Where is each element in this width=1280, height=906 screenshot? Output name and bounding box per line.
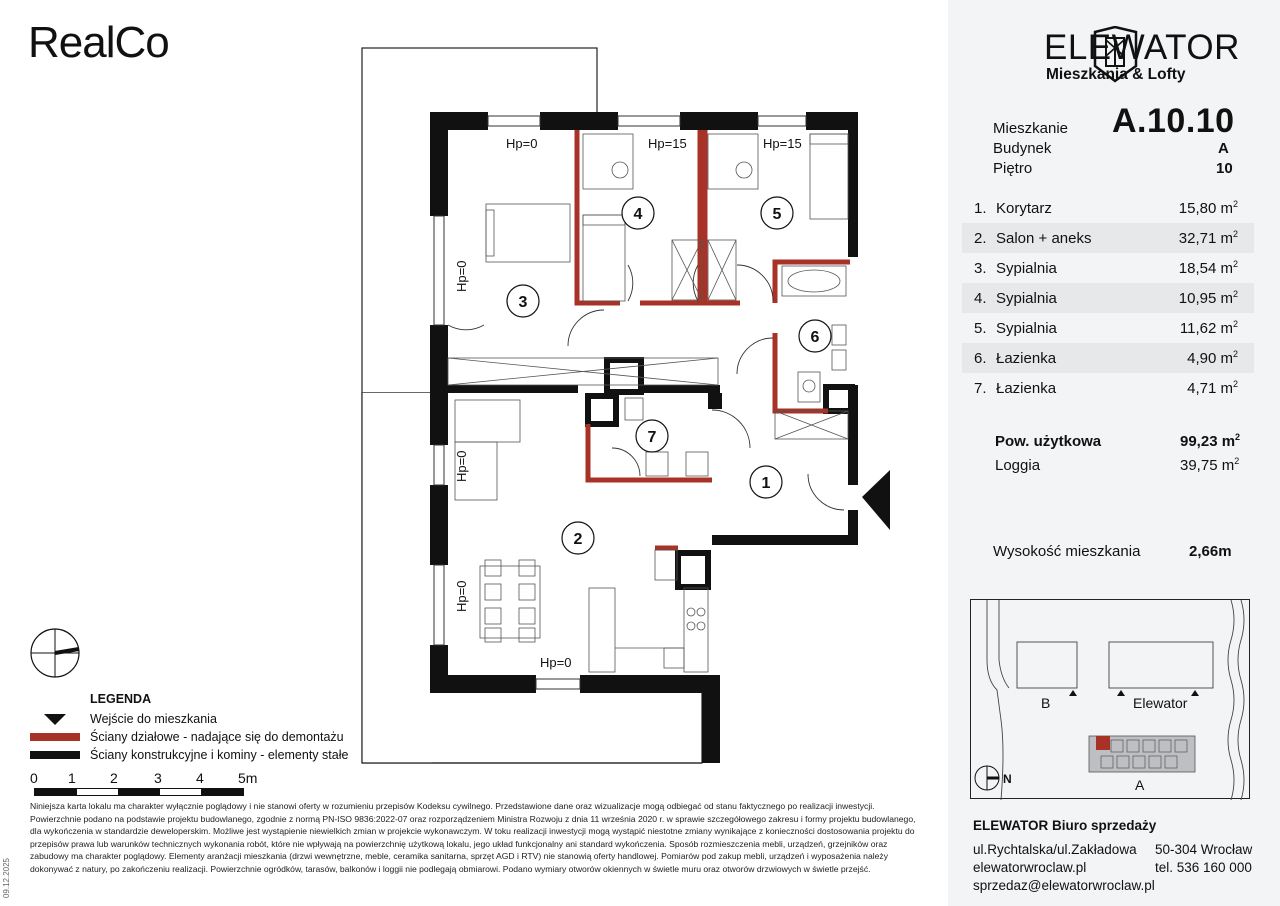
print-date: 09.12.2025 [2, 858, 11, 899]
site-map-drawing [971, 600, 1251, 800]
room-number-6: 6 [810, 329, 820, 346]
floor-value: 10 [1216, 160, 1233, 177]
building-value: A [1218, 140, 1229, 157]
logo-subtitle: Mieszkania & Lofty [1046, 66, 1186, 83]
room-number-7: 7 [647, 429, 657, 446]
hp-label: Hp=0 [506, 136, 538, 151]
scale-tick: 3 [154, 770, 162, 786]
room-number-4: 4 [633, 206, 643, 223]
sales-phone[interactable]: tel. 536 160 000 [1155, 860, 1252, 875]
scale-tick: 1 [68, 770, 76, 786]
loggia-value: 39,75 $m^2$ [1180, 456, 1240, 474]
site-building-a: A [1135, 777, 1145, 793]
logo-name: ELEWATOR [1044, 28, 1240, 67]
disclaimer: Niniejsza karta lokalu ma charakter wyłącznie poglądowy i nie stanowi oferty w rozumieniu przepisów Kodeksu cywilnego. Przedstawione dane oraz wizualizacje mogą odbiegać od stanu faktycznego po realizacji inwestycji. Powierzchnie podano na podstawie projektu budowlanego, zgodnie z normą PN-ISO 9836:2022-07 oraz rozporządzeniem Ministra Rozwoju z dnia 11 września 2020 r. w sprawie szczegółowego zakresu i formy projektu budowlanego, dla wykończenia w standardzie deweloperskim. Możliwe jest wystąpienie niewielkich zmian w projekcie wykonawczym. W toku realizacji inwestycji mogą wystąpić niestotne zmiany wynikające z konieczności dostosowania projektu do przepisów prawa lub warunków technicznych wykonania robót, które nie wpływają na powierzchnię użytkową lokalu, jego układ funkcjonalny ani standard wykończenia. Sposób rozmieszczenia mebli, urządzeń, grzejników oraz zabudowy ma charakter poglądowy. Elementy aranżacji mieszkania (drzwi wewnętrzne, meble, ceramika sanitarna, sprzęt AGD i RTV) nie stanowią oferty handlowej. Pomiarów pod zakup mebli, urządzeń i wyposażenia należy dokonywać z natury, po zakończeniu realizacji. Powierzchnie ogródków, tarasów, balkonów i loggii nie podlegają obmiarowi. Podano wymiary otworów okiennych w świetle muru oraz otworów drzwiowych w świetle przejść. [30, 801, 916, 874]
room-row: 3. Sypialnia 18,54 $m^2$ [974, 258, 1238, 277]
scale-tick: 4 [196, 770, 204, 786]
north-compass-icon [975, 766, 999, 790]
scale-tick: 0 [30, 770, 38, 786]
hp-label: Hp=0 [454, 260, 469, 292]
site-elewator: Elewator [1133, 695, 1188, 711]
legend-item-partition: Ściany działowe - nadające się do demontażu [30, 728, 348, 746]
entrance-triangle-icon [44, 714, 66, 725]
height-label: Wysokość mieszkania [993, 543, 1141, 560]
sales-city: 50-304 Wrocław [1155, 842, 1253, 857]
room-row: 4. Sypialnia 10,95 $m^2$ [962, 283, 1254, 313]
compass-icon [31, 629, 79, 677]
apartment-number: A.10.10 [1112, 102, 1235, 140]
hp-label: Hp=15 [648, 136, 687, 151]
north-label: N [1003, 772, 1012, 786]
legend-title: LEGENDA [90, 692, 152, 706]
scale-bar [30, 770, 270, 800]
room-number-2: 2 [573, 531, 583, 548]
scale-tick: 5m [238, 770, 258, 786]
loggia-label: Loggia [995, 457, 1041, 474]
partition-swatch [30, 733, 80, 741]
hp-label: Hp=0 [454, 580, 469, 612]
legend-item-entrance: Wejście do mieszkania [30, 710, 348, 728]
scale-tick: 2 [110, 770, 118, 786]
room-row: 2. Salon + aneks 32,71 $m^2$ [962, 223, 1254, 253]
hp-label: Hp=0 [454, 450, 469, 482]
brand-logo: RealCo [28, 18, 169, 67]
label-floor: Piętro [993, 160, 1033, 177]
height-value: 2,66m [1189, 543, 1232, 560]
structural-swatch [30, 751, 80, 759]
sales-address: ul.Rychtalska/ul.Zakładowa [973, 842, 1137, 857]
site-map [970, 599, 1250, 799]
room-row: 6. Łazienka 4,90 $m^2$ [962, 343, 1254, 373]
entrance-arrow-icon [862, 470, 890, 530]
sales-website-link[interactable]: elewatorwroclaw.pl [973, 860, 1087, 875]
site-building-b: B [1041, 695, 1051, 711]
sales-email-link[interactable]: sprzedaz@elewatorwroclaw.pl [973, 878, 1155, 893]
hp-label: Hp=0 [540, 655, 572, 670]
usable-area-value: 99,23 $m^2$ [1180, 432, 1241, 450]
room-row: 1. Korytarz 15,80 $m^2$ [974, 198, 1238, 217]
sales-office-title: ELEWATOR Biuro sprzedaży [973, 818, 1157, 833]
room-number-1: 1 [761, 475, 771, 492]
hp-label: Hp=15 [763, 136, 802, 151]
usable-area-label: Pow. użytkowa [995, 433, 1102, 450]
room-row: 5. Sypialnia 11,62 $m^2$ [974, 318, 1238, 337]
room-row: 7. Łazienka 4,71 $m^2$ [974, 378, 1238, 397]
label-apartment: Mieszkanie [993, 120, 1069, 137]
legend-item-structural: Ściany konstrukcyjne i kominy - elementy stałe [30, 746, 348, 764]
building-a-block [1089, 736, 1195, 772]
room-number-5: 5 [772, 206, 782, 223]
legend [30, 692, 348, 764]
label-building: Budynek [993, 140, 1052, 157]
room-number-3: 3 [518, 294, 528, 311]
